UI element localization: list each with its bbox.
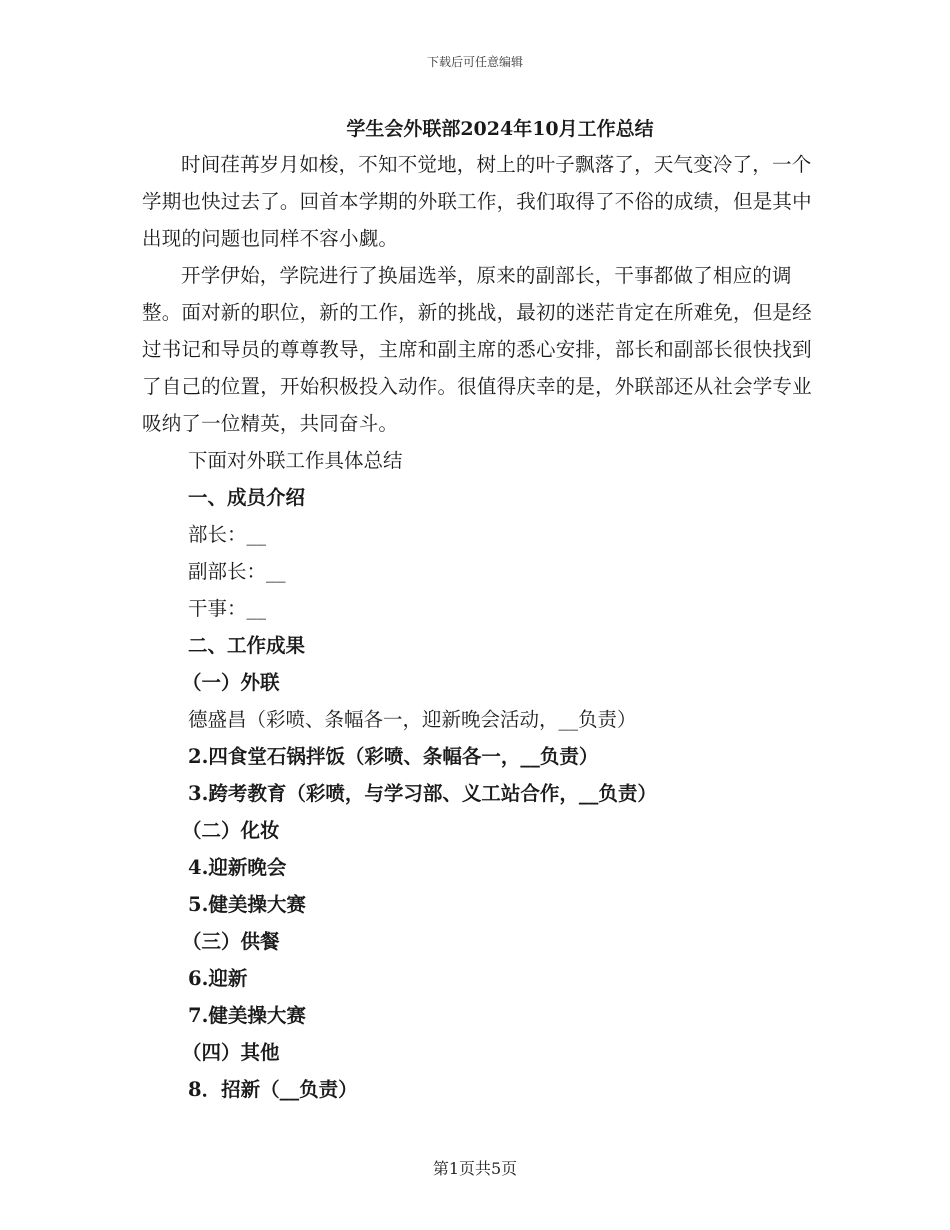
- summary-line: 4.迎新晚会: [188, 856, 287, 879]
- summary-line: 6.迎新: [188, 967, 248, 990]
- document-body: [142, 146, 812, 1108]
- summary-line: （三）供餐: [182, 930, 280, 953]
- summary-list: [142, 442, 812, 1108]
- summary-line: 副部长：__: [188, 560, 286, 583]
- paragraph-election: 开学伊始，学院进行了换届选举，原来的副部长，干事都做了相应的调整。面对新的职位，新的工作，新的挑战，最初的迷茫肯定在所难免，但是经过书记和导员的尊尊教导，主席和副主席的悉心安排，部长和副部长很快找到了自己的位置，开始积极投入动作。很值得庆幸的是，外联部还从社会学专业吸纳了一位精英，共同奋斗。: [142, 264, 812, 435]
- summary-line: 8．招新（__负责）: [188, 1078, 358, 1101]
- summary-line: 二、工作成果: [188, 634, 306, 657]
- summary-line: 5.健美操大赛: [188, 893, 306, 916]
- summary-line: 德盛昌（彩喷、条幅各一，迎新晚会活动，__负责）: [188, 708, 637, 731]
- page-header-note: 下载后可任意编辑: [426, 55, 523, 69]
- summary-line: 一、成员介绍: [188, 486, 306, 509]
- summary-line: 7.健美操大赛: [188, 1004, 306, 1027]
- summary-line: 干事：__: [188, 597, 267, 620]
- page-number: 第1页共5页: [432, 1159, 518, 1178]
- summary-line: 下面对外联工作具体总结: [188, 449, 403, 472]
- summary-line: （四）其他: [182, 1041, 280, 1064]
- summary-line: （一）外联: [182, 671, 280, 694]
- summary-line: 部长：__: [188, 523, 267, 546]
- document-title: 学生会外联部2024年10月工作总结: [346, 118, 654, 140]
- summary-line: （二）化妆: [182, 819, 280, 842]
- paragraph-intro: 时间荏苒岁月如梭，不知不觉地，树上的叶子飘落了，天气变冷了，一个学期也快过去了。回首本学期的外联工作，我们取得了不俗的成绩，但是其中出现的问题也同样不容小觑。: [142, 153, 812, 250]
- summary-line: 3.跨考教育（彩喷，与学习部、义工站合作，__负责）: [188, 782, 657, 805]
- summary-line: 2.四食堂石锅拌饭（彩喷、条幅各一，__负责）: [188, 745, 599, 768]
